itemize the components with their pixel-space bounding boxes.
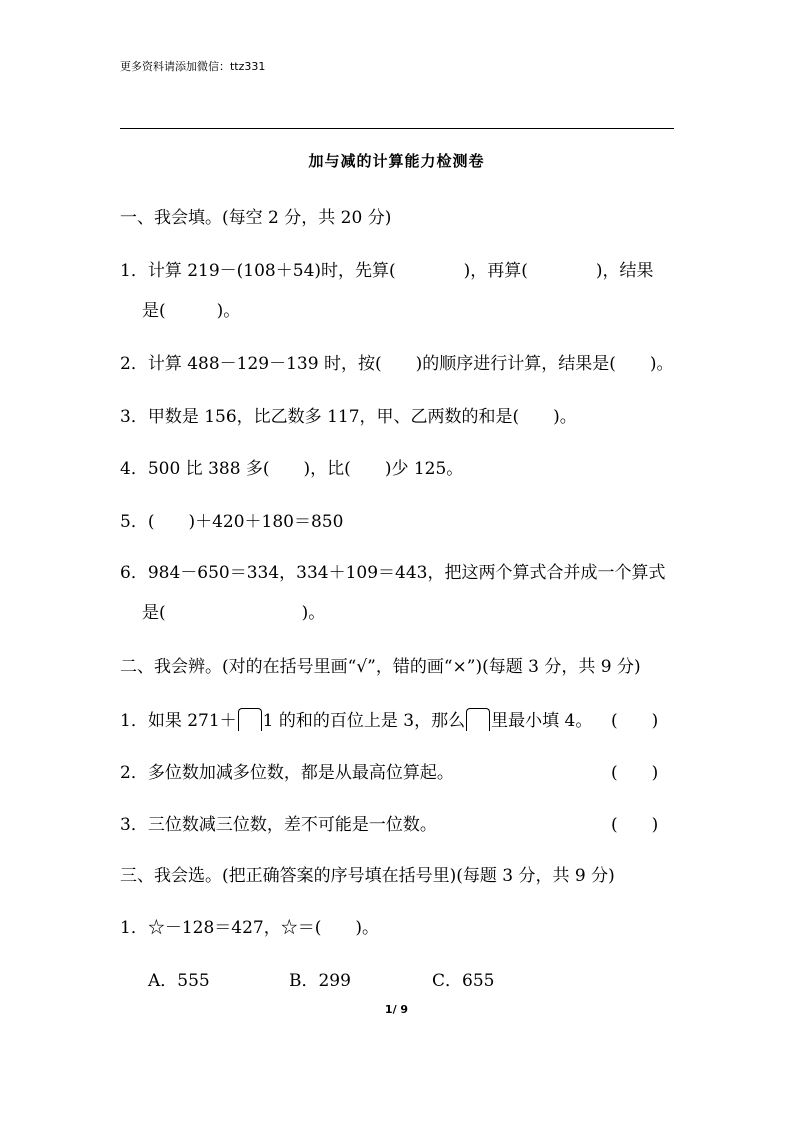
question-1-6-line2: 是( )。	[142, 603, 326, 623]
option-b[interactable]: B．299	[289, 971, 351, 991]
header-divider	[120, 128, 674, 129]
question-2-1-part-c: 里最小填 4。	[491, 711, 593, 731]
section1-heading: 一、我会填。(每空 2 分，共 20 分)	[120, 208, 392, 228]
question-1-3: 3．甲数是 156，比乙数多 117，甲、乙两数的和是( )。	[120, 407, 577, 427]
blank-box[interactable]	[466, 708, 490, 731]
option-a[interactable]: A．555	[148, 971, 210, 991]
page-title: 加与减的计算能力检测卷	[308, 152, 485, 170]
question-2-3: 3．三位数减三位数，差不可能是一位数。	[120, 815, 437, 835]
question-1-4: 4．500 比 388 多( )，比( )少 125。	[120, 459, 464, 479]
question-2-2: 2．多位数加减多位数，都是从最高位算起。	[120, 763, 454, 783]
section2-heading: 二、我会辨。(对的在括号里画“√”，错的画“×”)(每题 3 分，共 9 分)	[120, 657, 641, 677]
answer-paren-2-3[interactable]: ( )	[611, 815, 659, 835]
question-1-6-line1: 6．984－650＝334，334＋109＝443，把这两个算式合并成一个算式	[120, 563, 666, 583]
question-2-1-part-b: 1 的和的百位上是 3，那么	[262, 711, 466, 731]
question-2-1	[120, 706, 592, 731]
answer-paren-2-2[interactable]: ( )	[611, 763, 659, 783]
section3-heading: 三、我会选。(把正确答案的序号填在括号里)(每题 3 分，共 9 分)	[120, 866, 615, 886]
question-1-1-line1: 1．计算 219－(108＋54)时，先算( )，再算( )，结果	[120, 261, 654, 281]
question-1-1-line2: 是( )。	[142, 301, 241, 321]
header-note: 更多资料请添加微信：ttz331	[120, 60, 266, 73]
answer-paren-2-1[interactable]: ( )	[611, 711, 659, 731]
question-3-1: 1．☆－128＝427，☆＝( )。	[120, 918, 379, 938]
option-c[interactable]: C．655	[432, 971, 495, 991]
page-number: 1/ 9	[384, 1003, 409, 1016]
question-2-1-part-a: 1．如果 271＋	[120, 711, 237, 731]
blank-box[interactable]	[238, 708, 262, 731]
question-1-5: 5．( )＋420＋180＝850	[120, 512, 344, 532]
question-1-2: 2．计算 488－129－139 时，按( )的顺序进行计算，结果是( )。	[120, 354, 674, 374]
